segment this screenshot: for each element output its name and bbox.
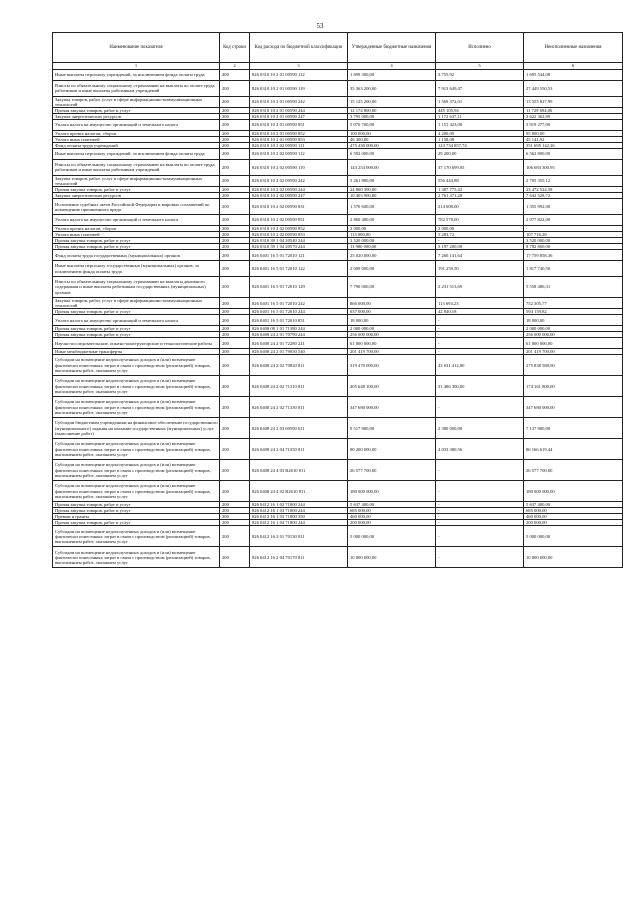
- unexecuted-cell: 18 000,00: [524, 315, 623, 326]
- column-number: 1: [53, 63, 220, 70]
- approved-cell: 6 592 000,00: [348, 149, 436, 160]
- line-code-cell: 200: [220, 326, 250, 332]
- line-code-cell: 200: [220, 96, 250, 107]
- line-code-cell: 200: [220, 107, 250, 113]
- table-header-row: [53, 33, 623, 63]
- line-code-cell: 200: [220, 250, 250, 261]
- line-code-cell: 200: [220, 332, 250, 338]
- classification-code-cell: 826 0408 24 4 02 R2610 811: [250, 481, 348, 502]
- table-row: [53, 376, 623, 397]
- indicator-name-cell: Субсидии на возмещение недополученных доходов и (или) возмещение фактически понесенных затрат в связи с производством (реализацией) товаров, выполнением работ, оказанием услуг: [53, 460, 220, 481]
- executed-cell: 4 033 380,56: [436, 439, 524, 460]
- indicator-name-cell: Иные межбюджетные трансферты: [53, 349, 220, 355]
- indicator-name-cell: Закупка товаров, работ, услуг в сфере информационно-коммуникационных технологий: [53, 297, 220, 308]
- executed-cell: -: [436, 460, 524, 481]
- approved-cell: 319 470 000,00: [348, 355, 436, 376]
- executed-cell: 4 200,00: [436, 130, 524, 136]
- line-code-cell: 200: [220, 439, 250, 460]
- unexecuted-cell: 351 695 142,26: [524, 143, 623, 149]
- unexecuted-cell: 1 695 544,08: [524, 70, 623, 81]
- classification-code-cell: 826 0412 16 1 04 71800 244: [250, 520, 348, 526]
- line-code-cell: 200: [220, 418, 250, 439]
- line-code-cell: 200: [220, 376, 250, 397]
- approved-cell: 200 000,00: [348, 520, 436, 526]
- classification-code-cell: 826 0310 10 2 02 00590 112: [250, 149, 348, 160]
- classification-code-cell: 826 0310 10 2 01 00590 852: [250, 130, 348, 136]
- indicator-name-cell: Прочая закупка товаров, работ и услуг: [53, 238, 220, 244]
- classification-code-cell: 826 0401 16 5 01 72010 242: [250, 297, 348, 308]
- approved-cell: 113 000,00: [348, 231, 436, 237]
- classification-code-cell: 826 0401 16 5 01 72010 851: [250, 315, 348, 326]
- line-code-cell: 200: [220, 355, 250, 376]
- approved-cell: 100 000,00: [348, 130, 436, 136]
- classification-code-cell: 826 0408 24 2 04 71350 811: [250, 439, 348, 460]
- line-code-cell: 200: [220, 143, 250, 149]
- table-row: [53, 460, 623, 481]
- unexecuted-cell: 5 637 400,00: [524, 502, 623, 508]
- approved-cell: 61 000 000,00: [348, 338, 436, 349]
- line-code-cell: 200: [220, 175, 250, 186]
- table-row: [53, 276, 623, 297]
- indicator-name-cell: Уплата иных платежей: [53, 136, 220, 142]
- approved-cell: 347 680 000,00: [348, 397, 436, 418]
- unexecuted-cell: 13 555 827,99: [524, 96, 623, 107]
- indicator-name-cell: Исполнение судебных актов Российской Федерации и мировых соглашений по возмещению причиненного вреда: [53, 199, 220, 215]
- indicator-name-cell: Уплата иных платежей: [53, 231, 220, 237]
- classification-code-cell: 826 0408 24 4 03 R2610 811: [250, 460, 348, 481]
- executed-cell: 2 231 513,69: [436, 276, 524, 297]
- line-code-cell: 200: [220, 349, 250, 355]
- indicator-name-cell: Субсидии на возмещение недополученных доходов и (или) возмещение фактически понесенных затрат в связи с производством (реализацией) товаров, выполнением работ, оказанием услуг: [53, 526, 220, 547]
- unexecuted-cell: 8 782 800,00: [524, 244, 623, 250]
- header-approved: Утвержденные бюджетные назначения: [348, 33, 436, 63]
- line-code-cell: 200: [220, 315, 250, 326]
- approved-cell: 5 000 000,00: [348, 526, 436, 547]
- approved-cell: 256 000 000,00: [348, 332, 436, 338]
- classification-code-cell: 826 0310 10 2 02 00590 244: [250, 187, 348, 193]
- approved-cell: 18 000,00: [348, 315, 436, 326]
- indicator-name-cell: Научно-исследовательские, опытно-конструкторские и технологические работы: [53, 338, 220, 349]
- line-code-cell: 200: [220, 397, 250, 418]
- executed-cell: 1 158,08: [436, 136, 524, 142]
- line-code-cell: 200: [220, 231, 250, 237]
- approved-cell: 35 363 200,00: [348, 80, 436, 96]
- unexecuted-cell: 3 919 277,00: [524, 120, 623, 131]
- indicator-name-cell: Иные выплаты персоналу учреждений, за исключением фонда оплаты труда: [53, 70, 220, 81]
- line-code-cell: 200: [220, 244, 250, 250]
- line-code-cell: 200: [220, 460, 250, 481]
- indicator-name-cell: Уплата прочих налогов, сборов: [53, 225, 220, 231]
- approved-cell: 1 570 600,00: [348, 199, 436, 215]
- executed-cell: 37 170 699,05: [436, 159, 524, 175]
- table-row: [53, 526, 623, 547]
- indicator-name-cell: Прочая закупка товаров, работ и услуг: [53, 309, 220, 315]
- indicator-name-cell: Премии и гранты: [53, 514, 220, 520]
- approved-cell: 7 790 000,00: [348, 276, 436, 297]
- approved-cell: 201 419 700,00: [348, 349, 436, 355]
- line-code-cell: 200: [220, 80, 250, 96]
- table-row: [53, 250, 623, 261]
- approved-cell: 460 000,00: [348, 514, 436, 520]
- approved-cell: 3 261 800,00: [348, 175, 436, 186]
- executed-cell: 1 387 775,42: [436, 187, 524, 193]
- table-row: [53, 297, 623, 308]
- executed-cell: -: [436, 238, 524, 244]
- classification-code-cell: 826 0310 10 2 02 00590 242: [250, 175, 348, 186]
- table-row: [53, 397, 623, 418]
- column-number: 6: [524, 63, 623, 70]
- executed-cell: 2 380 000,00: [436, 418, 524, 439]
- unexecuted-cell: 5 000 000,00: [524, 526, 623, 547]
- indicator-name-cell: Уплата налога на имущество организаций и земельного налога: [53, 120, 220, 131]
- line-code-cell: 200: [220, 338, 250, 349]
- approved-cell: 2 860 400,00: [348, 215, 436, 226]
- indicator-name-cell: Уплата налога на имущество организаций и земельного налога: [53, 315, 220, 326]
- approved-cell: 3 795 000,00: [348, 113, 436, 119]
- table-row: [53, 261, 623, 277]
- indicator-name-cell: Иные выплаты персоналу учреждений, за исключением фонда оплаты труда: [53, 149, 220, 160]
- unexecuted-cell: 86 166 619,44: [524, 439, 623, 460]
- table-row: [53, 315, 623, 326]
- executed-cell: 1 569 372,01: [436, 96, 524, 107]
- unexecuted-cell: 752 305,77: [524, 297, 623, 308]
- unexecuted-cell: 275 838 588,00: [524, 355, 623, 376]
- approved-cell: 2 009 000,00: [348, 261, 436, 277]
- approved-cell: 9 517 800,00: [348, 418, 436, 439]
- executed-cell: -: [436, 349, 524, 355]
- table-row: [53, 355, 623, 376]
- indicator-name-cell: Прочая закупка товаров, работ и услуг: [53, 107, 220, 113]
- unexecuted-cell: 45 141,92: [524, 136, 623, 142]
- classification-code-cell: 826 0401 16 5 01 72010 121: [250, 250, 348, 261]
- unexecuted-cell: 27 449 550,53: [524, 80, 623, 96]
- table-row: [53, 418, 623, 439]
- classification-code-cell: 826 0412 16 1 03 71800 350: [250, 514, 348, 520]
- line-code-cell: 200: [220, 508, 250, 514]
- indicator-name-cell: Прочая закупка товаров, работ и услуг: [53, 502, 220, 508]
- indicator-name-cell: Субсидии на возмещение недополученных доходов и (или) возмещение фактически понесенных затрат в связи с производством (реализацией) товаров, выполнением работ, оказанием услуг: [53, 397, 220, 418]
- unexecuted-cell: 2 077 822,00: [524, 215, 623, 226]
- line-code-cell: 200: [220, 481, 250, 502]
- classification-code-cell: 826 0310 10 2 01 00590 244: [250, 107, 348, 113]
- classification-code-cell: 826 0408 24 2 02 71330 811: [250, 397, 348, 418]
- approved-cell: 25 020 000,00: [348, 250, 436, 261]
- approved-cell: 2 000 000,00: [348, 326, 436, 332]
- approved-cell: 10 403 900,00: [348, 193, 436, 199]
- indicator-name-cell: Прочая закупка товаров, работ и услуг: [53, 187, 220, 193]
- unexecuted-cell: 594 159,82: [524, 309, 623, 315]
- line-code-cell: 200: [220, 215, 250, 226]
- unexecuted-cell: 7 642 528,72: [524, 193, 623, 199]
- indicator-name-cell: Прочая закупка товаров, работ и услуг: [53, 332, 220, 338]
- unexecuted-cell: 2 000 000,00: [524, 326, 623, 332]
- line-code-cell: 200: [220, 70, 250, 81]
- approved-cell: 15 125 200,00: [348, 96, 436, 107]
- table-row: [53, 175, 623, 186]
- unexecuted-cell: 200 000,00: [524, 520, 623, 526]
- table-row: [53, 439, 623, 460]
- executed-cell: 556 444,88: [436, 175, 524, 186]
- classification-code-cell: 826 0310 10 2 02 00590 852: [250, 225, 348, 231]
- executed-cell: 1 151 423,00: [436, 120, 524, 131]
- indicator-name-cell: Закупка энергетических ресурсов: [53, 113, 220, 119]
- header-executed: Исполнено: [436, 33, 524, 63]
- executed-cell: -: [436, 481, 524, 502]
- indicator-name-cell: Прочая закупка товаров, работ и услуг: [53, 520, 220, 526]
- unexecuted-cell: 95 800,00: [524, 130, 623, 136]
- unexecuted-cell: 201 419 700,00: [524, 349, 623, 355]
- classification-code-cell: 826 0408 24 2 03 00590 611: [250, 418, 348, 439]
- line-code-cell: 200: [220, 136, 250, 142]
- table-row: [53, 199, 623, 215]
- unexecuted-cell: 6 562 800,00: [524, 149, 623, 160]
- executed-cell: 3 755,92: [436, 70, 524, 81]
- approved-cell: 5 637 400,00: [348, 502, 436, 508]
- approved-cell: 3 520 000,00: [348, 238, 436, 244]
- classification-code-cell: 826 0310 10 2 01 00590 112: [250, 70, 348, 81]
- line-code-cell: 200: [220, 238, 250, 244]
- column-number-row: [53, 63, 623, 70]
- classification-code-cell: 826 0310 10 2 02 00590 247: [250, 193, 348, 199]
- approved-cell: 143 254 000,00: [348, 159, 436, 175]
- classification-code-cell: 826 0408 24 2 01 79050 540: [250, 349, 348, 355]
- classification-code-cell: 826 0412 16 1 02 71800 244: [250, 502, 348, 508]
- classification-code-cell: 826 0408 24 2 01 72280 241: [250, 338, 348, 349]
- unexecuted-cell: 107 716,28: [524, 231, 623, 237]
- classification-code-cell: 826 0401 16 5 01 72010 244: [250, 309, 348, 315]
- page-number: 53: [316, 22, 324, 30]
- header-indicator-name: Наименование показателя: [53, 33, 220, 63]
- classification-code-cell: 826 0310 10 2 01 00590 119: [250, 80, 348, 96]
- header-unexecuted: Неисполненные назначения: [524, 33, 623, 63]
- unexecuted-cell: 5 558 486,31: [524, 276, 623, 297]
- executed-cell: 43 631 412,00: [436, 355, 524, 376]
- indicator-name-cell: Закупка энергетических ресурсов: [53, 193, 220, 199]
- indicator-name-cell: Уплата налога на имущество организаций и земельного налога: [53, 215, 220, 226]
- column-number: 4: [348, 63, 436, 70]
- header-classification-code: Код расхода по бюджетной классификации: [250, 33, 348, 63]
- table-row: [53, 547, 623, 568]
- unexecuted-cell: 347 680 000,00: [524, 397, 623, 418]
- line-code-cell: 200: [220, 547, 250, 568]
- column-number: 2: [220, 63, 250, 70]
- executed-cell: 2 761 371,28: [436, 193, 524, 199]
- indicator-name-cell: Взносы по обязательному социальному страхованию на выплаты по оплате труда работников и иные выплаты работникам учреждений: [53, 80, 220, 96]
- unexecuted-cell: 106 083 300,95: [524, 159, 623, 175]
- approved-cell: 2 000,00: [348, 225, 436, 231]
- table-row: [53, 481, 623, 502]
- classification-code-cell: 826 0310 39 1 04 20570 244: [250, 244, 348, 250]
- approved-cell: 685 000,00: [348, 508, 436, 514]
- executed-cell: -: [436, 520, 524, 526]
- line-code-cell: 200: [220, 120, 250, 131]
- indicator-name-cell: Взносы по обязательному социальному страхованию на выплаты по оплате труда работников и иные выплаты работникам учреждений: [53, 159, 220, 175]
- indicator-name-cell: Прочая закупка товаров, работ и услуг: [53, 244, 220, 250]
- executed-cell: 191 259,50: [436, 261, 524, 277]
- indicator-name-cell: Субсидии бюджетным учреждениям на финансовое обеспечение государственного (муниципального) задания на оказание государственных (муниципальных) услуг (выполнение работ): [53, 418, 220, 439]
- indicator-name-cell: Прочая закупка товаров, работ и услуг: [53, 508, 220, 514]
- unexecuted-cell: 1 355 992,00: [524, 199, 623, 215]
- indicator-name-cell: Субсидии на возмещение недополученных доходов и (или) возмещение фактически понесенных затрат в связи с производством (реализацией) товаров, выполнением работ, оказанием услуг: [53, 376, 220, 397]
- executed-cell: -: [436, 332, 524, 338]
- unexecuted-cell: -: [524, 225, 623, 231]
- line-code-cell: 200: [220, 159, 250, 175]
- unexecuted-cell: 17 759 858,36: [524, 250, 623, 261]
- classification-code-cell: 826 0408 08 1 01 71380 244: [250, 326, 348, 332]
- executed-cell: 42 840,18: [436, 309, 524, 315]
- executed-cell: -: [436, 547, 524, 568]
- executed-cell: 214 608,00: [436, 199, 524, 215]
- table-row: [53, 70, 623, 81]
- line-code-cell: 200: [220, 199, 250, 215]
- classification-code-cell: 826 0310 10 2 01 00590 851: [250, 120, 348, 131]
- line-code-cell: 200: [220, 297, 250, 308]
- table-row: [53, 215, 623, 226]
- indicator-name-cell: Фонд оплаты труда учреждений: [53, 143, 220, 149]
- indicator-name-cell: Иные выплаты персоналу государственных (муниципальных) органов, за исключением фонда оплаты труда: [53, 261, 220, 277]
- table-row: [53, 96, 623, 107]
- approved-cell: 10 000 000,00: [348, 547, 436, 568]
- unexecuted-cell: 256 000 000,00: [524, 332, 623, 338]
- line-code-cell: 200: [220, 514, 250, 520]
- unexecuted-cell: 2 705 355,12: [524, 175, 623, 186]
- classification-code-cell: 826 0408 24 2 02 71310 811: [250, 376, 348, 397]
- approved-cell: 90 200 000,00: [348, 439, 436, 460]
- line-code-cell: 200: [220, 113, 250, 119]
- classification-code-cell: 826 0310 10 2 01 00590 247: [250, 113, 348, 119]
- indicator-name-cell: Субсидии на возмещение недополученных доходов и (или) возмещение фактически понесенных затрат в связи с производством (реализацией) товаров, выполнением работ, оказанием услуг: [53, 547, 220, 568]
- approved-cell: 11 980 000,00: [348, 244, 436, 250]
- line-code-cell: 200: [220, 193, 250, 199]
- unexecuted-cell: 3 520 000,00: [524, 238, 623, 244]
- unexecuted-cell: 61 000 000,00: [524, 338, 623, 349]
- approved-cell: 1 699 300,00: [348, 70, 436, 81]
- line-code-cell: 200: [220, 276, 250, 297]
- executed-cell: 123 734 857,74: [436, 143, 524, 149]
- line-code-cell: 200: [220, 520, 250, 526]
- executed-cell: 445 105,94: [436, 107, 524, 113]
- classification-code-cell: 826 0412 16 2 01 70130 811: [250, 526, 348, 547]
- indicator-name-cell: Закупка товаров, работ, услуг в сфере информационно-коммуникационных технологий: [53, 175, 220, 186]
- table-row: [53, 120, 623, 131]
- unexecuted-cell: 10 000 000,00: [524, 547, 623, 568]
- classification-code-cell: 826 0310 10 2 01 00590 853: [250, 136, 348, 142]
- executed-cell: 113 694,23: [436, 297, 524, 308]
- line-code-cell: 200: [220, 261, 250, 277]
- unexecuted-cell: 23 472 524,58: [524, 187, 623, 193]
- unexecuted-cell: 26 577 700,00: [524, 460, 623, 481]
- executed-cell: -: [436, 526, 524, 547]
- approved-cell: 475 430 000,00: [348, 143, 436, 149]
- classification-code-cell: 826 0408 24 2 02 70820 811: [250, 355, 348, 376]
- executed-cell: -: [436, 338, 524, 349]
- approved-cell: 180 000 000,00: [348, 481, 436, 502]
- line-code-cell: 200: [220, 130, 250, 136]
- unexecuted-cell: 1 817 740,50: [524, 261, 623, 277]
- line-code-cell: 200: [220, 526, 250, 547]
- line-code-cell: 200: [220, 225, 250, 231]
- table-body: [53, 70, 623, 568]
- unexecuted-cell: 11 729 694,06: [524, 107, 623, 113]
- executed-cell: -: [436, 315, 524, 326]
- approved-cell: 46 300,00: [348, 136, 436, 142]
- classification-code-cell: 826 0401 16 5 01 72010 129: [250, 276, 348, 297]
- indicator-name-cell: Закупка товаров, работ, услуг в сфере информационно-коммуникационных технологий: [53, 96, 220, 107]
- table-row: [53, 338, 623, 349]
- approved-cell: 5 070 700,00: [348, 120, 436, 131]
- column-number: 5: [436, 63, 524, 70]
- line-code-cell: 200: [220, 309, 250, 315]
- table-row: [53, 80, 623, 96]
- table-row: [53, 149, 623, 160]
- indicator-name-cell: Субсидии на возмещение недополученных доходов и (или) возмещение фактически понесенных затрат в связи с производством (реализацией) товаров, выполнением работ, оказанием услуг: [53, 355, 220, 376]
- approved-cell: 205 648 100,00: [348, 376, 436, 397]
- executed-cell: -: [436, 514, 524, 520]
- classification-code-cell: 826 0310 39 1 04 20540 244: [250, 238, 348, 244]
- classification-code-cell: 826 0310 10 2 02 00590 851: [250, 215, 348, 226]
- classification-code-cell: 826 0310 10 2 02 00590 853: [250, 231, 348, 237]
- indicator-name-cell: Субсидии на возмещение недополученных доходов и (или) возмещение фактически понесенных затрат в связи с производством (реализацией) товаров, выполнением работ, оказанием услуг: [53, 439, 220, 460]
- budget-execution-table: [52, 32, 623, 568]
- executed-cell: 1 172 637,11: [436, 113, 524, 119]
- executed-cell: 31 486 300,00: [436, 376, 524, 397]
- executed-cell: 7 260 141,64: [436, 250, 524, 261]
- table-row: [53, 159, 623, 175]
- classification-code-cell: 826 0310 10 2 02 00590 119: [250, 159, 348, 175]
- classification-code-cell: 826 0412 16 2 04 70170 811: [250, 547, 348, 568]
- unexecuted-cell: 180 000 000,00: [524, 481, 623, 502]
- line-code-cell: 200: [220, 502, 250, 508]
- unexecuted-cell: 685 000,00: [524, 508, 623, 514]
- executed-cell: 782 578,00: [436, 215, 524, 226]
- executed-cell: -: [436, 397, 524, 418]
- executed-cell: 3 197 200,00: [436, 244, 524, 250]
- executed-cell: -: [436, 326, 524, 332]
- line-code-cell: 200: [220, 187, 250, 193]
- unexecuted-cell: 2 622 362,89: [524, 113, 623, 119]
- approved-cell: 866 000,00: [348, 297, 436, 308]
- unexecuted-cell: 174 161 800,00: [524, 376, 623, 397]
- classification-code-cell: 826 0310 10 2 02 00590 111: [250, 143, 348, 149]
- executed-cell: -: [436, 508, 524, 514]
- approved-cell: 26 577 700,00: [348, 460, 436, 481]
- executed-cell: 2 000,00: [436, 225, 524, 231]
- unexecuted-cell: 460 000,00: [524, 514, 623, 520]
- unexecuted-cell: 7 137 800,00: [524, 418, 623, 439]
- indicator-name-cell: Субсидии на возмещение недополученных доходов и (или) возмещение фактически понесенных затрат в связи с производством (реализацией) товаров, выполнением работ, оказанием услуг: [53, 481, 220, 502]
- classification-code-cell: 826 0310 10 2 02 00590 831: [250, 199, 348, 215]
- executed-cell: -: [436, 502, 524, 508]
- classification-code-cell: 826 0408 24 2 01 70790 244: [250, 332, 348, 338]
- indicator-name-cell: Взносы по обязательному социальному страхованию на выплаты денежного содержания и иные выплаты работникам государственных (муниципальных) органов: [53, 276, 220, 297]
- approved-cell: 637 000,00: [348, 309, 436, 315]
- line-code-cell: 200: [220, 149, 250, 160]
- executed-cell: 29 200,00: [436, 149, 524, 160]
- column-number: 3: [250, 63, 348, 70]
- indicator-name-cell: Фонд оплаты труда государственных (муниципальных) органов: [53, 250, 220, 261]
- classification-code-cell: 826 0401 16 5 01 72010 122: [250, 261, 348, 277]
- header-line-code: Код строки: [220, 33, 250, 63]
- approved-cell: 24 860 300,00: [348, 187, 436, 193]
- indicator-name-cell: Уплата прочих налогов, сборов: [53, 130, 220, 136]
- executed-cell: 5 283,72: [436, 231, 524, 237]
- approved-cell: 12 174 800,00: [348, 107, 436, 113]
- indicator-name-cell: Прочая закупка товаров, работ и услуг: [53, 326, 220, 332]
- classification-code-cell: 826 0412 16 1 03 71800 244: [250, 508, 348, 514]
- classification-code-cell: 826 0310 10 2 01 00590 242: [250, 96, 348, 107]
- executed-cell: 7 913 649,47: [436, 80, 524, 96]
